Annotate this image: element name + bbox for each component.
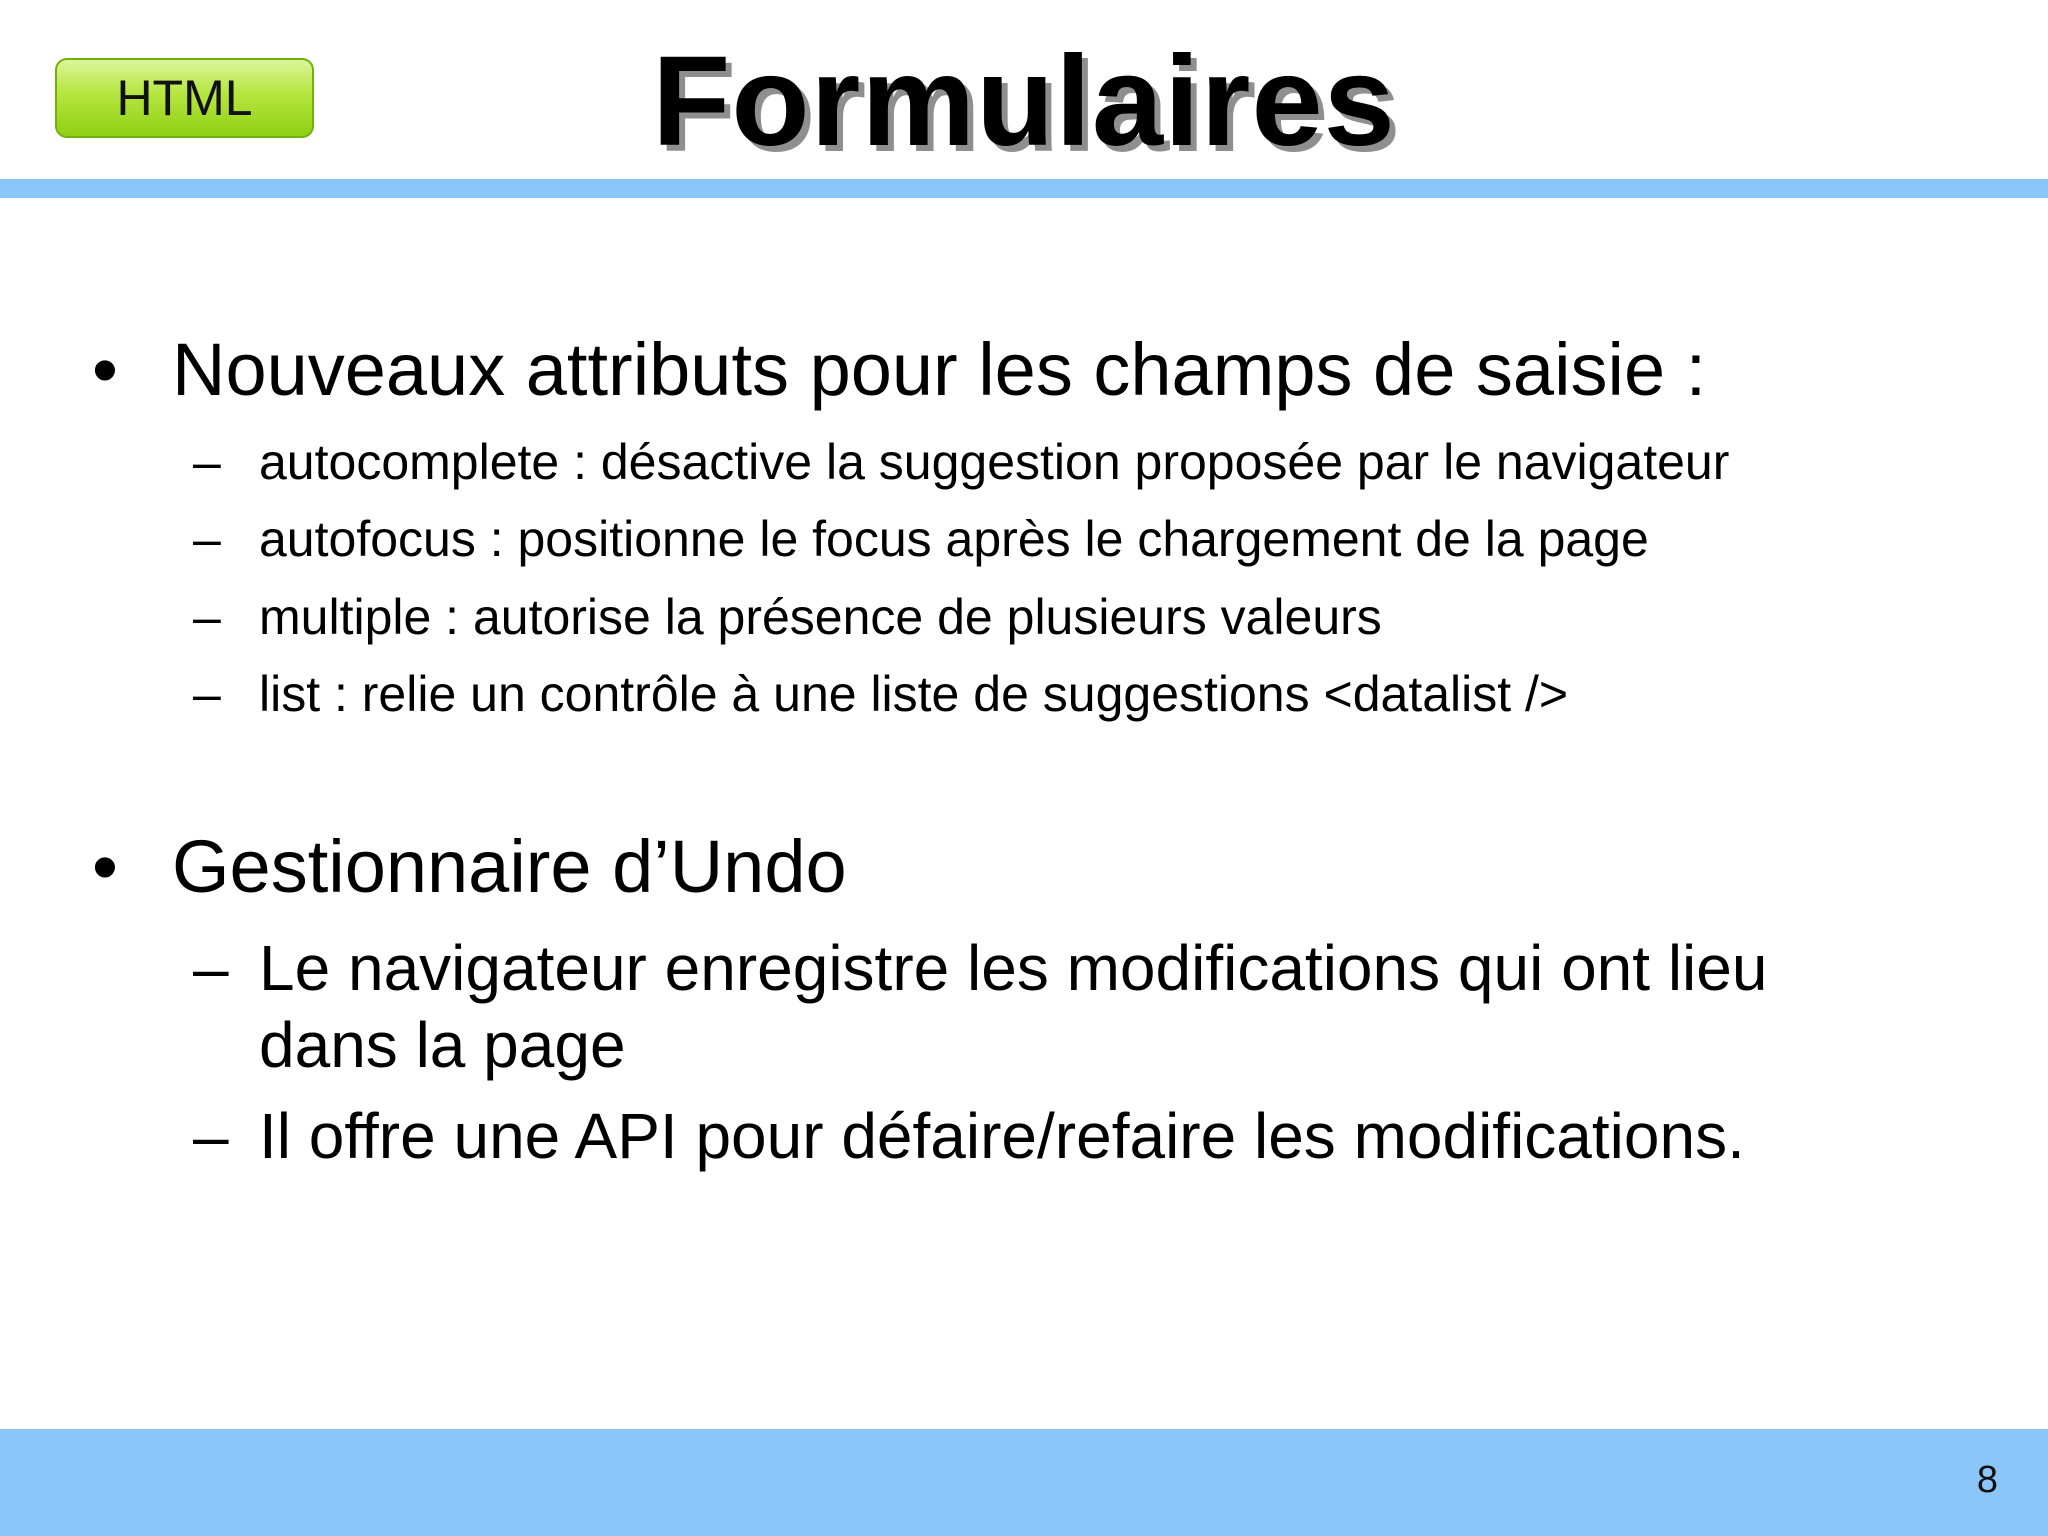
- bullet-dot-icon: •: [92, 825, 118, 908]
- sub-item-text: Le navigateur enregistre les modifications qui ont lieu: [259, 932, 1768, 1004]
- dash-icon: –: [193, 666, 221, 722]
- sub-item-text: dans la page: [259, 1009, 626, 1081]
- sub-item-text: autocomplete : désactive la suggestion proposée par le navigateur: [259, 434, 1730, 490]
- dash-icon: –: [193, 589, 221, 645]
- dash-icon: –: [193, 434, 221, 490]
- page-number: 8: [1976, 1459, 1998, 1501]
- title-divider: [0, 179, 2048, 198]
- sub-item-text: multiple : autorise la présence de plusieurs valeurs: [259, 589, 1382, 645]
- badge-label: HTML: [116, 70, 253, 126]
- bullet-text: Nouveaux attributs pour les champs de saisie :: [172, 328, 1707, 411]
- dash-icon: –: [193, 1100, 229, 1172]
- dash-icon: –: [193, 511, 221, 567]
- bullet-dot-icon: •: [92, 328, 118, 411]
- sub-item-text: list : relie un contrôle à une liste de suggestions <datalist />: [259, 666, 1569, 722]
- sub-item-text: autofocus : positionne le focus après le chargement de la page: [259, 511, 1649, 567]
- footer-bar: [0, 1429, 2048, 1536]
- dash-icon: –: [193, 932, 229, 1004]
- sub-item-text: Il offre une API pour défaire/refaire les modifications.: [259, 1100, 1745, 1172]
- bullet-text: Gestionnaire d’Undo: [172, 825, 847, 908]
- slide-title: Formulaires: [652, 30, 1396, 173]
